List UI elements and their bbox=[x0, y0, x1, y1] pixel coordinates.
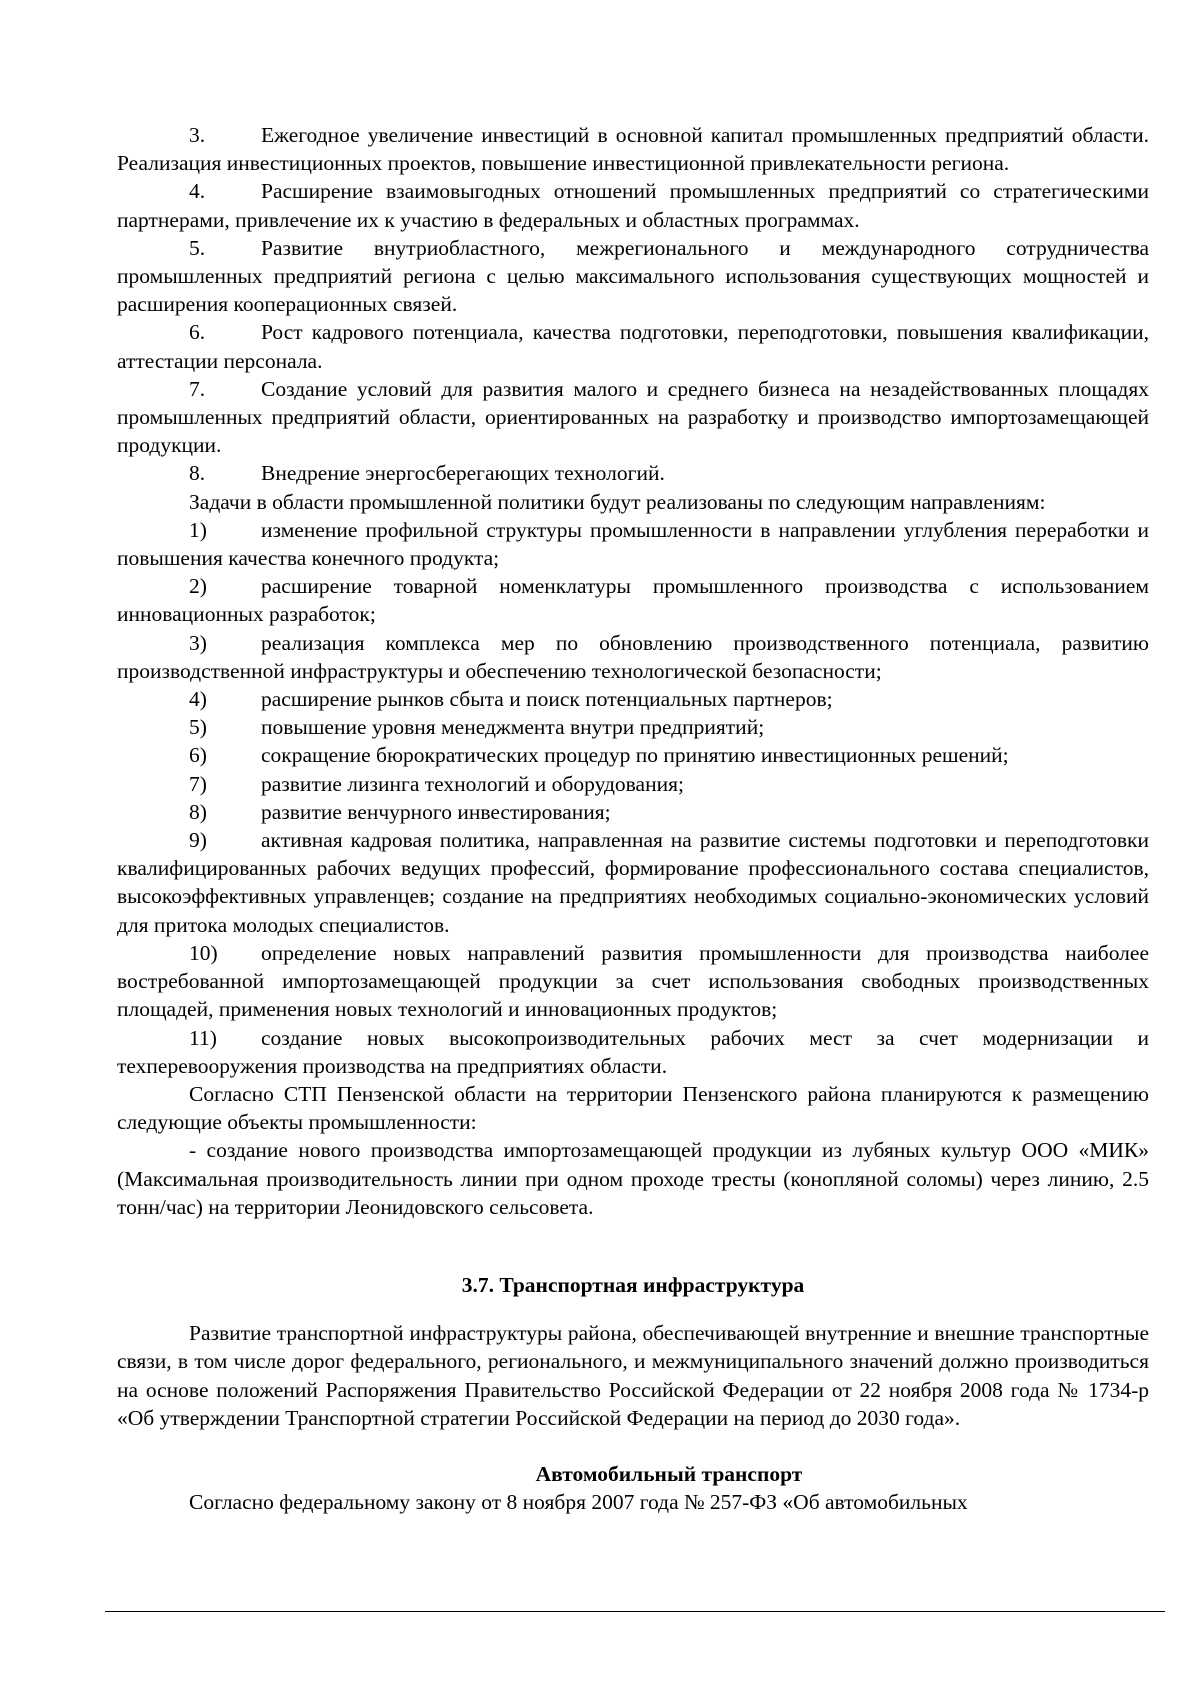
task-text: развитие лизинга технологий и оборудования; bbox=[261, 771, 684, 796]
task-number: 4) bbox=[189, 687, 207, 712]
section-paragraph: Развитие транспортной инфраструктуры района, обеспечивающей внутренние и внешние транспортные связи, в том числе дорог федерального, регионального, и межмуниципального значений должно производиться на основе положений Распоряжения Правительство Российской Федерации от 22 ноября 2008 года № 1734-р «Об утверждении Транспортной стратегии Российской Федерации на период до 2030 года». bbox=[117, 1321, 1149, 1430]
tasks-intro: Задачи в области промышленной политики будут реализованы по следующим направлениям: bbox=[189, 489, 1046, 514]
task-item bbox=[117, 741, 1149, 769]
task-text: расширение рынков сбыта и поиск потенциальных партнеров; bbox=[261, 687, 833, 712]
task-text: развитие венчурного инвестирования; bbox=[261, 799, 611, 824]
task-number: 10) bbox=[189, 940, 218, 965]
stp-item: - создание нового производства импортозамещающей продукции из лубяных культур ООО «МИК» (Максимальная производительность линии при одном проходе тресты (конопляной соломы) через линию, 2.5 тонн/час) на территории Леонидовского сельсовета. bbox=[117, 1138, 1149, 1219]
goal-number: 6. bbox=[189, 320, 206, 345]
numbered-goals-list bbox=[117, 121, 1149, 488]
task-item bbox=[117, 713, 1149, 741]
goal-number: 5. bbox=[189, 235, 206, 260]
goal-number: 3. bbox=[189, 123, 206, 147]
goal-item bbox=[117, 234, 1149, 319]
task-text: сокращение бюрократических процедур по принятию инвестиционных решений; bbox=[261, 743, 1009, 768]
task-text: изменение профильной структуры промышленности в направлении углубления переработки и повышения качества конечного продукта; bbox=[117, 517, 1149, 571]
task-number: 8) bbox=[189, 799, 207, 824]
task-number: 1) bbox=[189, 517, 207, 542]
task-item bbox=[117, 798, 1149, 826]
goal-text: Развитие внутриобластного, межрегионального и международного сотрудничества промышленных предприятий региона с целью максимального использования существующих мощностей и расширения кооперационных связей. bbox=[117, 235, 1149, 317]
goal-number: 8. bbox=[189, 461, 206, 486]
task-text: повышение уровня менеджмента внутри предприятий; bbox=[261, 715, 765, 740]
footer-rule bbox=[105, 1611, 1165, 1612]
goal-text: Расширение взаимовыгодных отношений промышленных предприятий со стратегическими партнерами, привлечение их к участию в федеральных и областных программах. bbox=[117, 179, 1149, 232]
task-text: активная кадровая политика, направленная на развитие системы подготовки и переподготовки квалифицированных рабочих ведущих профессий, формирование профессионального состава специалистов, высокоэффективных управленцев; создание на предприятиях необходимых социально-экономических условий для притока молодых специалистов. bbox=[117, 828, 1149, 937]
goal-text: Рост кадрового потенциала, качества подготовки, переподготовки, повышения квалификации, аттестации персонала. bbox=[117, 320, 1149, 373]
goal-item bbox=[117, 459, 1149, 487]
goal-item bbox=[117, 121, 1149, 177]
task-text: расширение товарной номенклатуры промышленного производства с использованием инновационных разработок; bbox=[117, 574, 1149, 627]
section-title: 3.7. Транспортная инфраструктура bbox=[461, 1272, 805, 1297]
task-item bbox=[117, 685, 1149, 713]
task-item bbox=[117, 826, 1149, 939]
goal-item bbox=[117, 375, 1149, 460]
task-number: 11) bbox=[189, 1025, 217, 1050]
goal-number: 4. bbox=[189, 179, 206, 204]
task-text: реализация комплекса мер по обновлению производственного потенциала, развитию производственной инфраструктуры и обеспечению технологической безопасности; bbox=[117, 630, 1149, 683]
task-text: создание новых высокопроизводительных рабочих мест за счет модернизации и техперевооружения производства на предприятиях области. bbox=[117, 1025, 1149, 1078]
tasks-list bbox=[117, 516, 1149, 1080]
task-number: 9) bbox=[189, 828, 207, 853]
task-number: 6) bbox=[189, 743, 207, 768]
task-item bbox=[117, 516, 1149, 572]
goal-text: Ежегодное увеличение инвестиций в основной капитал промышленных предприятий области. Реализация инвестиционных проектов, повышение инвестиционной привлекательности региона. bbox=[117, 123, 1149, 176]
goal-item bbox=[117, 318, 1149, 374]
goal-item bbox=[117, 177, 1149, 233]
task-item bbox=[117, 572, 1149, 628]
subsection-title: Автомобильный транспорт bbox=[535, 1461, 803, 1486]
task-item bbox=[117, 629, 1149, 685]
stp-paragraph: Согласно СТП Пензенской области на территории Пензенского района планируются к размещению следующие объекты промышленности: bbox=[117, 1081, 1149, 1135]
task-number: 2) bbox=[189, 574, 207, 599]
task-number: 5) bbox=[189, 715, 207, 740]
goal-text: Создание условий для развития малого и среднего бизнеса на незадействованных площадях промышленных предприятий области, ориентированных на разработку и производство импортозамещающей продукции. bbox=[117, 376, 1149, 458]
subsection-paragraph: Согласно федеральному закону от 8 ноября 2007 года № 257-ФЗ «Об автомобильных bbox=[189, 1490, 968, 1515]
task-item bbox=[117, 939, 1149, 1024]
task-item bbox=[117, 770, 1149, 798]
task-item bbox=[117, 1024, 1149, 1080]
goal-text: Внедрение энергосберегающих технологий. bbox=[261, 461, 665, 486]
task-number: 3) bbox=[189, 630, 207, 655]
document-page bbox=[117, 121, 1149, 1516]
task-text: определение новых направлений развития промышленности для производства наиболее востребованной импортозамещающей продукции за счет использования свободных производственных площадей, применения новых технологий и инновационных продуктов; bbox=[117, 940, 1149, 1022]
task-number: 7) bbox=[189, 771, 207, 796]
goal-number: 7. bbox=[189, 376, 206, 401]
